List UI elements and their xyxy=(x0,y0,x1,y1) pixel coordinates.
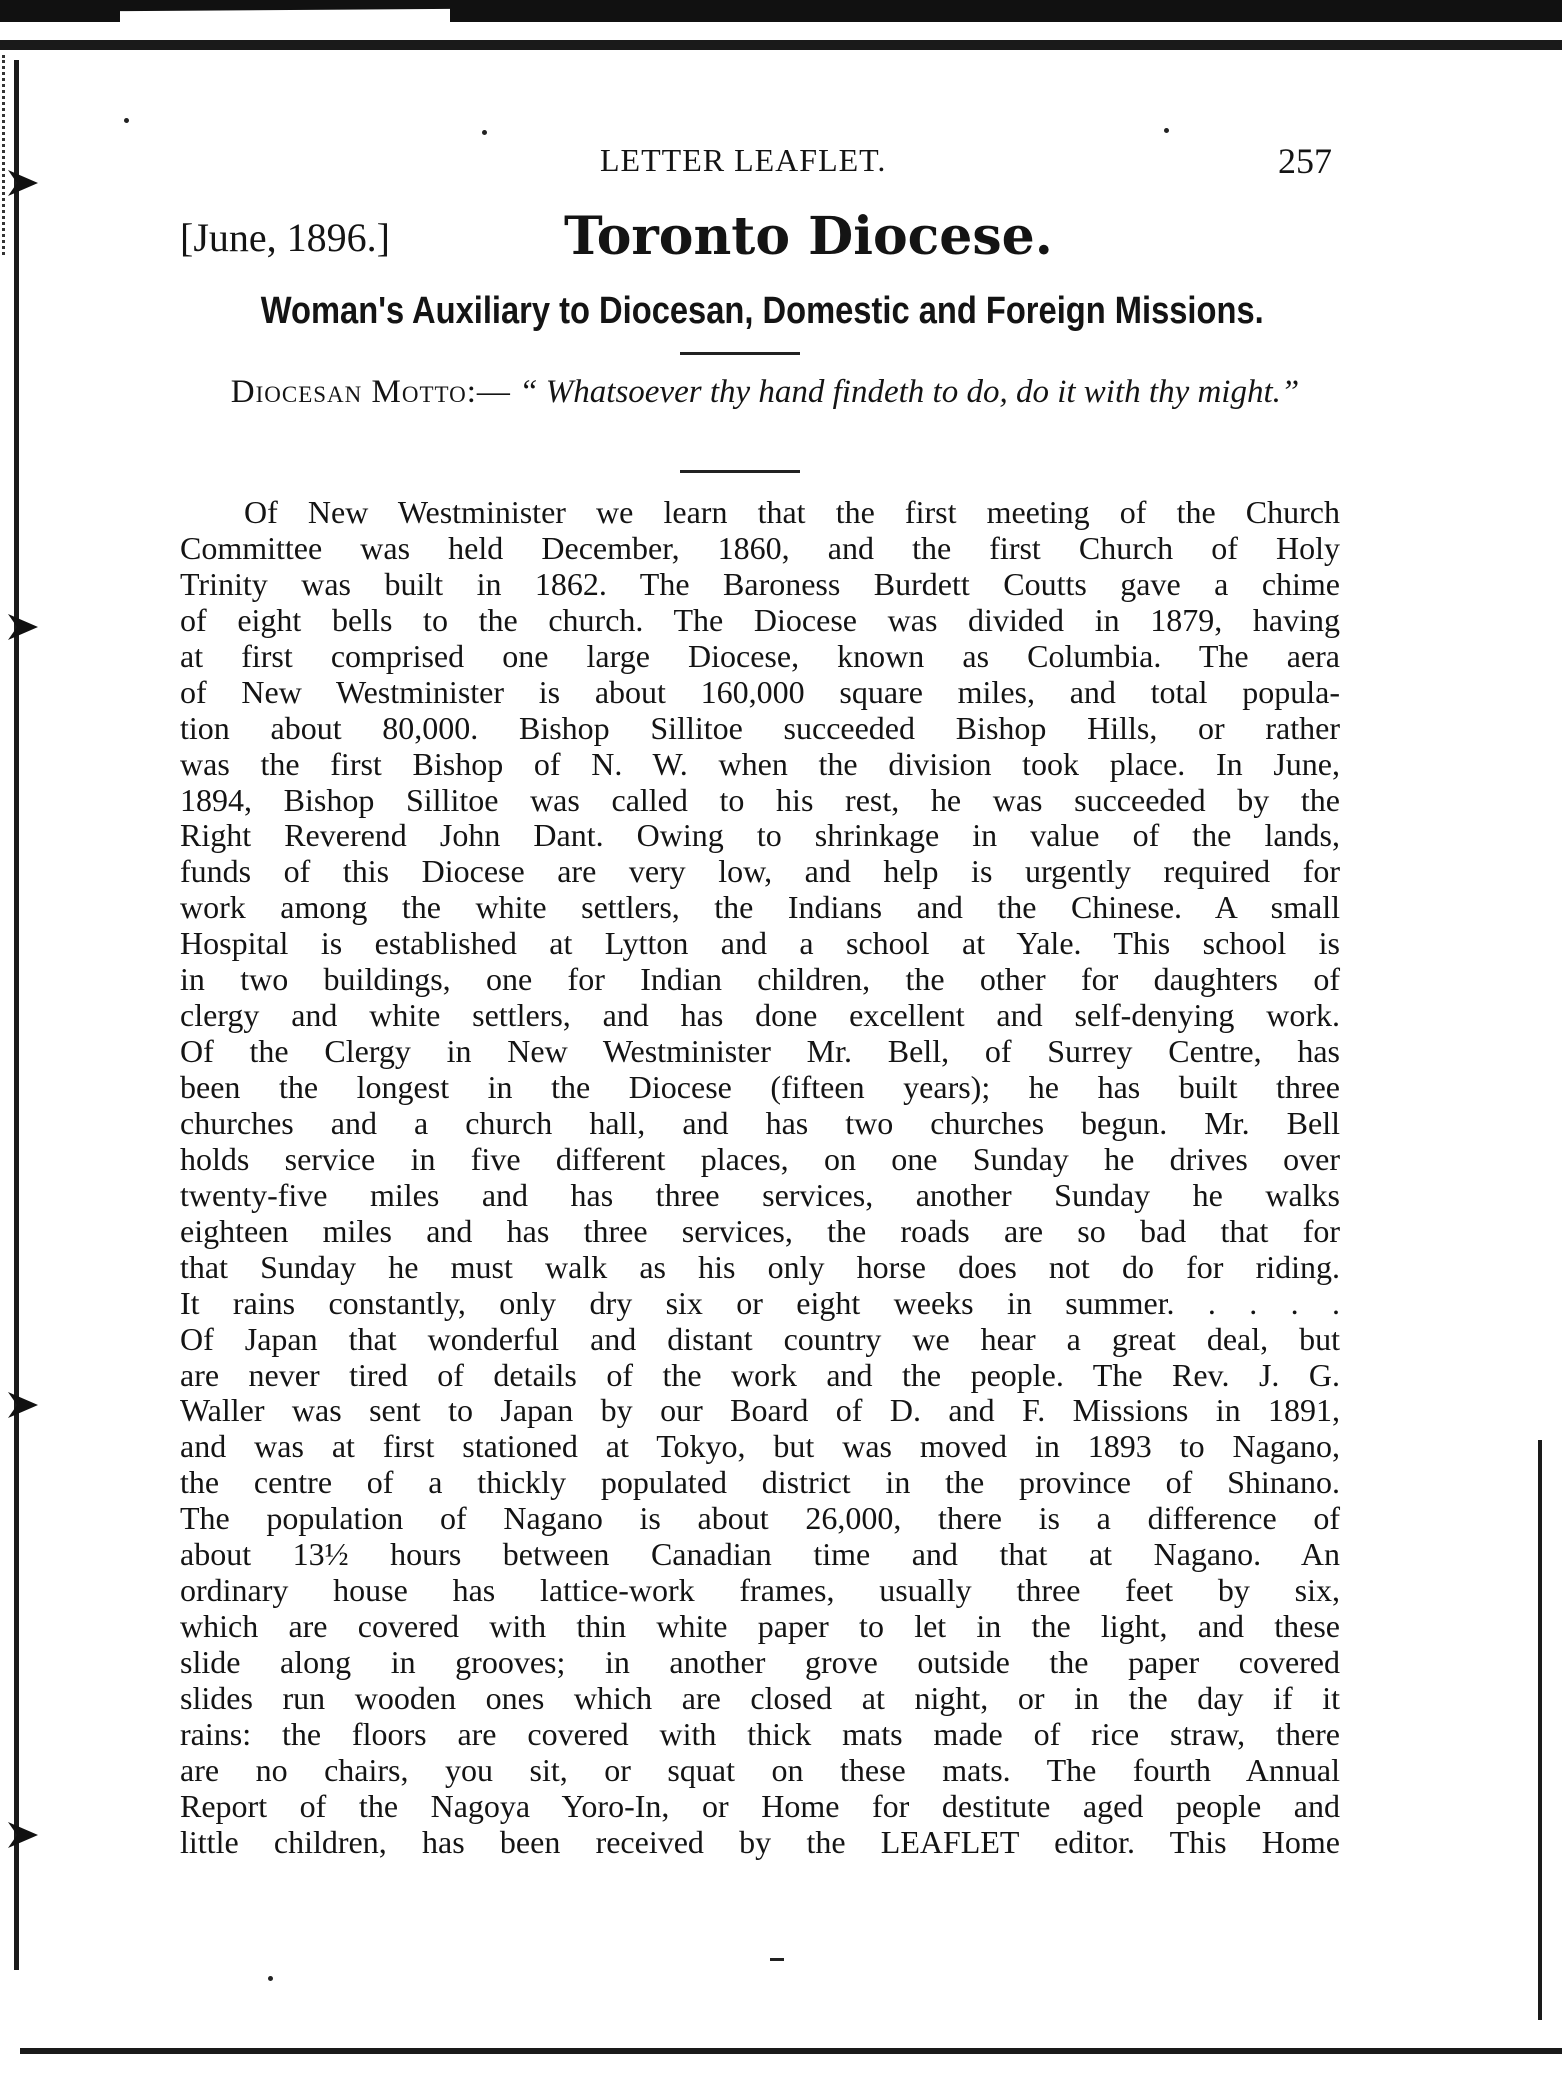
text-line: in two buildings, one for Indian children, the other for daughters of xyxy=(180,961,1340,998)
text-line: slide along in grooves; in another grove outside the paper covered xyxy=(180,1644,1340,1680)
text-line: are no chairs, you sit, or squat on these mats. The fourth Annual xyxy=(180,1751,1340,1788)
text-line: tion about 80,000. Bishop Sillitoe succeeded Bishop Hills, or rather xyxy=(180,709,1340,746)
issue-date: [June, 1896.] xyxy=(180,215,390,260)
running-head: LETTER LEAFLET. xyxy=(600,142,887,178)
text-line: Waller was sent to Japan by our Board of D. and F. Missions in 1891, xyxy=(180,1392,1340,1429)
text-line: It rains constantly, only dry six or eight weeks in summer. . . . . xyxy=(180,1284,1340,1321)
text-line: funds of this Diocese are very low, and help is urgently required for xyxy=(180,853,1340,890)
text-line: churches and a church hall, and has two churches begun. Mr. Bell xyxy=(180,1104,1340,1141)
text-line: at first comprised one large Diocese, known as Columbia. The aera xyxy=(180,637,1340,674)
text-line: that Sunday he must walk as his only horse does not do for riding. xyxy=(180,1248,1340,1285)
text-line: are never tired of details of the work and the people. The Rev. J. G. xyxy=(180,1356,1340,1393)
text-line: Trinity was built in 1862. The Baroness Burdett Coutts gave a chime xyxy=(180,565,1340,602)
motto-text: “ Whatsoever thy hand findeth to do, do it with thy might.” xyxy=(519,374,1300,410)
scan-speck xyxy=(1164,128,1169,133)
margin-mark-icon xyxy=(8,1392,38,1418)
text-line: little children, has been received by the LEAFLET editor. This Home xyxy=(180,1823,1340,1860)
diocese-title: Toronto Diocese. xyxy=(564,206,1053,267)
scan-border-gap xyxy=(120,9,450,25)
text-line: 1894, Bishop Sillitoe was called to his rest, he was succeeded by the xyxy=(180,781,1340,818)
text-line: Committee was held December, 1860, and the first Church of Holy xyxy=(180,529,1340,566)
scan-speck xyxy=(268,1976,273,1981)
scan-border-bottom xyxy=(20,2048,1562,2054)
text-line: eighteen miles and has three services, the roads are so bad that for xyxy=(180,1212,1340,1249)
text-line: of eight bells to the church. The Diocese was divided in 1879, having xyxy=(180,601,1340,638)
scan-border-left xyxy=(14,60,19,1970)
text-line: slides run wooden ones which are closed at night, or in the day if it xyxy=(180,1679,1340,1716)
margin-mark-icon xyxy=(8,614,38,640)
text-line: and was at first stationed at Tokyo, but was moved in 1893 to Nagano, xyxy=(180,1428,1340,1465)
text-line: Of the Clergy in New Westminister Mr. Bell, of Surrey Centre, has xyxy=(180,1033,1340,1070)
scan-border-dots xyxy=(2,55,8,255)
page-number: 257 xyxy=(1278,141,1332,181)
text-line: The population of Nagano is about 26,000, there is a difference of xyxy=(180,1500,1340,1537)
margin-mark-icon xyxy=(8,170,38,196)
text-line: rains: the floors are covered with thick mats made of rice straw, there xyxy=(180,1715,1340,1752)
text-line: ordinary house has lattice-work frames, usually three feet by six, xyxy=(180,1572,1340,1609)
text-line: Of New Westminister we learn that the first meeting of the Church xyxy=(244,494,1340,530)
text-line: twenty-five miles and has three services, another Sunday he walks xyxy=(180,1176,1340,1213)
auxiliary-title: Woman's Auxiliary to Diocesan, Domestic and Foreign Missions. xyxy=(260,290,1264,332)
scan-border-right xyxy=(1538,1440,1542,2020)
text-line: Of Japan that wonderful and distant country we hear a great deal, but xyxy=(180,1320,1340,1357)
scan-speck xyxy=(482,130,487,135)
text-line: clergy and white settlers, and has done excellent and self-denying work. xyxy=(180,997,1340,1034)
margin-mark-icon xyxy=(8,1822,38,1848)
text-line: work among the white settlers, the Indians and the Chinese. A small xyxy=(180,889,1340,926)
text-line: Right Reverend John Dant. Owing to shrinkage in value of the lands, xyxy=(180,817,1340,854)
motto-label: Diocesan Motto:— xyxy=(230,374,511,410)
text-line: been the longest in the Diocese (fifteen years); he has built three xyxy=(180,1069,1340,1105)
diocesan-motto xyxy=(190,374,1340,411)
text-line: of New Westminister is about 160,000 square miles, and total popula- xyxy=(180,673,1340,710)
text-line: was the first Bishop of N. W. when the division took place. In June, xyxy=(180,745,1340,782)
scan-speck xyxy=(124,118,129,123)
scan-speck xyxy=(770,1958,784,1961)
scan-border-top-line xyxy=(0,40,1562,50)
divider-rule xyxy=(680,470,800,473)
article-body xyxy=(180,495,1340,1861)
text-line: about 13½ hours between Canadian time and that at Nagano. An xyxy=(180,1536,1340,1573)
text-line: which are covered with thin white paper to let in the light, and these xyxy=(180,1608,1340,1645)
text-line: holds service in five different places, on one Sunday he drives over xyxy=(180,1140,1340,1177)
text-line: Report of the Nagoya Yoro-In, or Home for destitute aged people and xyxy=(180,1787,1340,1824)
divider-rule xyxy=(680,352,800,355)
text-line: the centre of a thickly populated district in the province of Shinano. xyxy=(180,1464,1340,1501)
text-line: Hospital is established at Lytton and a school at Yale. This school is xyxy=(180,925,1340,962)
